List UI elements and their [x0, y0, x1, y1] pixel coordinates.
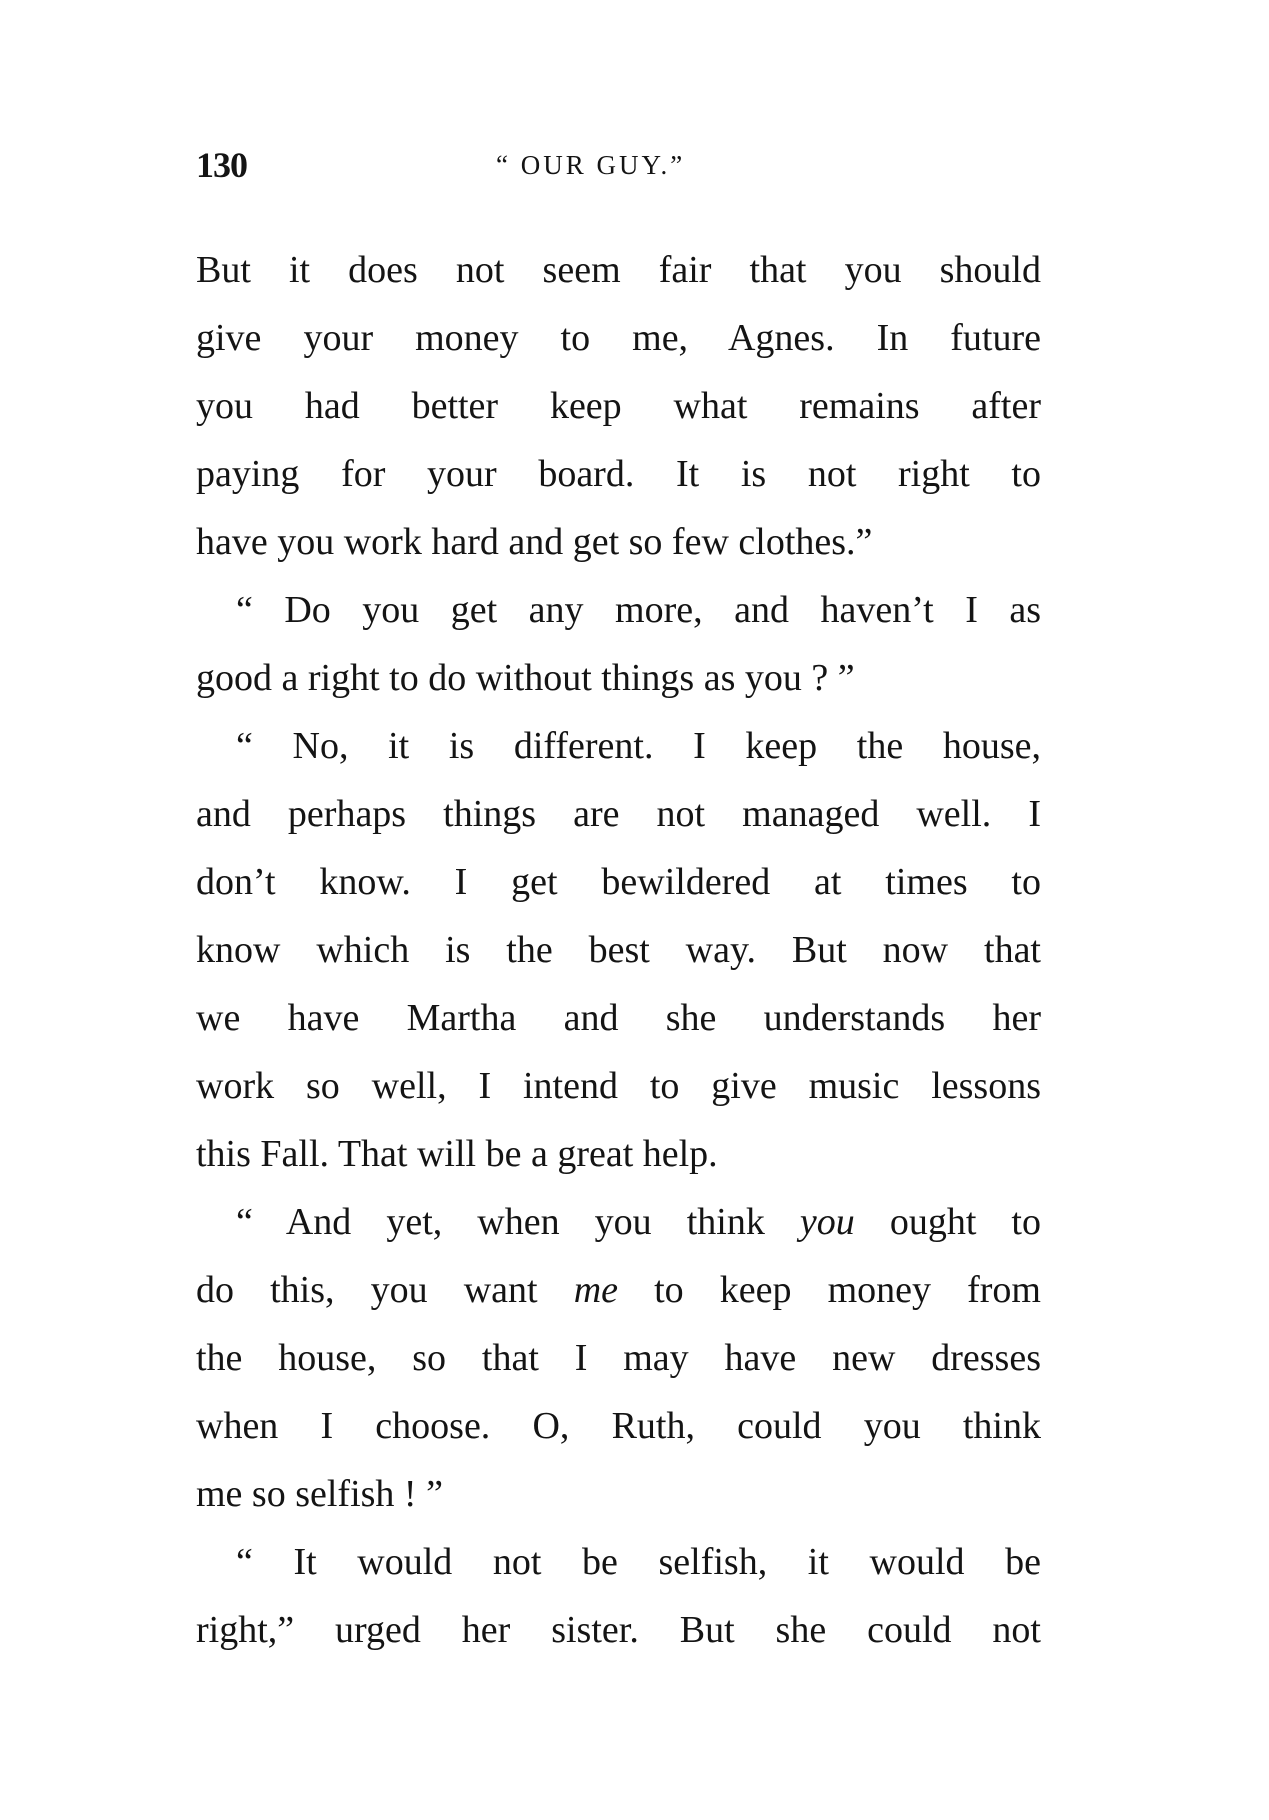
- running-head: “ OUR GUY.”: [496, 150, 686, 180]
- text-line: have you work hard and get so few clothes.”: [196, 521, 873, 563]
- text-line: you had better keep what remains after: [196, 385, 1041, 427]
- text-line: and perhaps things are not managed well. I: [196, 793, 1041, 835]
- text-segment: ought to: [854, 1201, 1041, 1243]
- text-line: we have Martha and she understands her: [196, 997, 1041, 1039]
- page-header: [196, 140, 1041, 190]
- text-line: [196, 1256, 1041, 1324]
- body-text: [196, 236, 1041, 1664]
- text-line: But it does not seem fair that you should: [196, 249, 1041, 291]
- text-line: know which is the best way. But now that: [196, 929, 1041, 971]
- text-line: “ It would not be selfish, it would be: [236, 1541, 1041, 1583]
- text-line: the house, so that I may have new dresses: [196, 1337, 1041, 1379]
- text-segment: do this, you want: [196, 1269, 574, 1311]
- text-line: paying for your board. It is not right to: [196, 453, 1041, 495]
- page-number: 130: [196, 145, 247, 185]
- text-line: “ No, it is different. I keep the house,: [236, 725, 1041, 767]
- text-line: right,” urged her sister. But she could not: [196, 1609, 1041, 1651]
- text-line: good a right to do without things as you ? ”: [196, 657, 855, 699]
- text-line: don’t know. I get bewildered at times to: [196, 861, 1041, 903]
- text-line: when I choose. O, Ruth, could you think: [196, 1405, 1041, 1447]
- text-line: this Fall. That will be a great help.: [196, 1133, 718, 1175]
- text-line: work so well, I intend to give music lessons: [196, 1065, 1041, 1107]
- italic-word: you: [799, 1201, 855, 1243]
- text-line: me so selfish ! ”: [196, 1473, 443, 1515]
- text-line: “ Do you get any more, and haven’t I as: [236, 589, 1041, 631]
- text-line: [196, 1188, 1041, 1256]
- text-segment: to keep money from: [618, 1269, 1041, 1311]
- text-line: give your money to me, Agnes. In future: [196, 317, 1041, 359]
- italic-word: me: [573, 1269, 618, 1311]
- text-segment: “ And yet, when you think: [236, 1201, 800, 1243]
